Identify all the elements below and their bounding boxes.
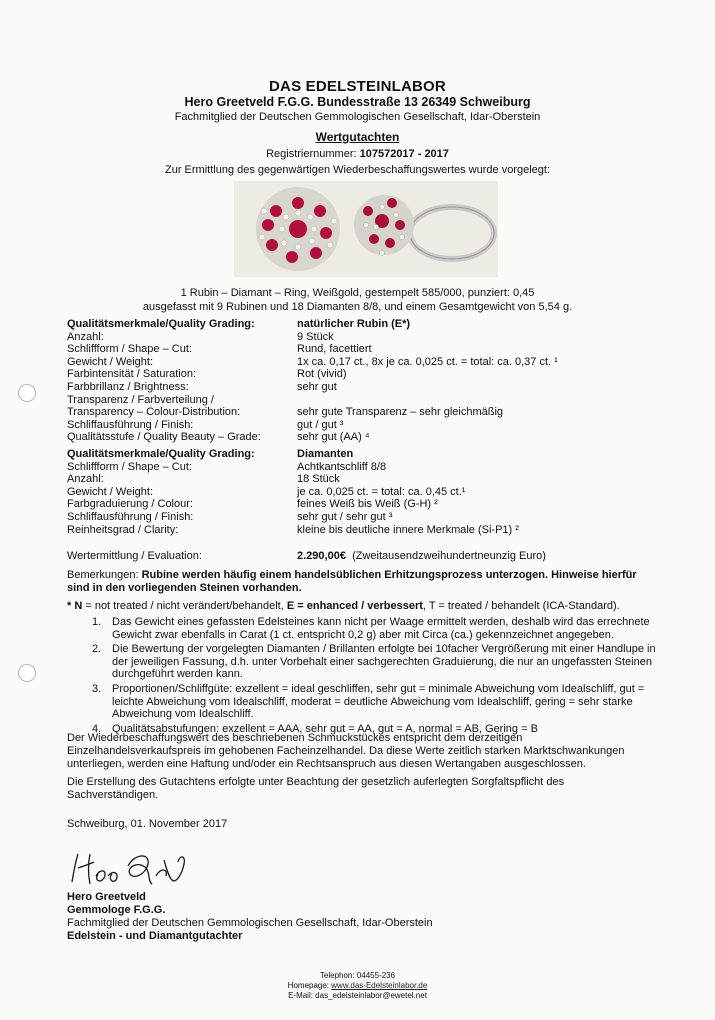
email: E-Mail: das_edelsteinlabor@ewetel.net <box>288 991 427 1000</box>
list-item: 4. Qualitätsabstufungen: exzellent = AAA, sehr gut = AA, gut = A, normal = AB, Gering = B <box>92 722 538 735</box>
evaluation-row: Wertermittlung / Evaluation: 2.290,00€ (Zweitausendzweihundertneunzig Euro) <box>67 550 546 562</box>
ring-description-2: ausgefasst mit 9 Rubinen und 18 Diamanten 8/8, und einem Gesamtgewicht von 5,54 g. <box>142 301 573 313</box>
handwritten-signature <box>64 846 194 894</box>
phone: Telephon: 04455-236 <box>319 971 396 980</box>
list-item: 2. Die Bewertung der vorgelegten Diamanten / Brillanten erfolgte bei 10facher Vergrößerung mit einer Handlupe in der jeweiligen Fassung, d.h. unter Vorbehalt einer sachgerechten Graduierung, die nur an ungefassten Steinen durchgeführt werden kann. <box>92 643 656 681</box>
footnotes-list <box>67 616 667 737</box>
homepage: Homepage: www.das-Edelsteinlabor.de <box>287 981 428 990</box>
intro-text: Zur Ermittlung des gegenwärtigen Wiederbeschaffungswertes wurde vorgelegt: <box>165 164 550 176</box>
signatory-block <box>67 891 433 943</box>
lab-membership: Fachmitglied der Deutschen Gemmologischen Gesellschaft, Idar-Oberstein <box>174 111 541 123</box>
evaluation-amount: 2.290,00€ <box>297 550 346 562</box>
signatory-title: Gemmologe F.G.G. <box>67 904 166 916</box>
ring-description-1: 1 Rubin – Diamant – Ring, Weißgold, gestempelt 585/000, punziert: 0,45 <box>180 287 535 299</box>
treatment-legend: * N = not treated / nicht verändert/behandelt, E = enhanced / verbessert, T = treated / behandelt (ICA-Standard). <box>67 600 620 612</box>
lab-name: DAS EDELSTEINLABOR <box>269 78 446 95</box>
signatory-name: Hero Greetveld <box>67 891 146 903</box>
list-item: 3. Proportionen/Schliffgüte: exzellent = ideal geschliffen, sehr gut = minimale Abweichung vom Idealschliff, gut = leichte Abweichung vom Idealschliff, moderat = deutliche Abweichung vom Idealschliff, gering = sehr starke Abweichung vom Idealschliff. <box>92 682 645 721</box>
certificate-page: DAS EDELSTEINLABOR Hero Greetveld F.G.G. Bundesstraße 13 26349 Schweiburg Fachmitglied der Deutschen Gemmologischen Gesellschaft, Idar-Oberstein Wertgutachten Registriernummer: 107572017 - 2017 Zur Ermittlung des gegenwärtigen Wiederbeschaffungswertes wurde vorgelegt: 1 Rubin – Diamant – Ring, Weißgold, gestempelt 585/000, punziert: 0,45 ausgefasst mit 9 Rubinen und 18 Diamanten 8/8, und einem Gesamtgewicht von 5,54 g. Qualitätsmerkmale/Quality Grading: natürlicher Rubin (E*) Anzahl: 9 Stück Schliffform / Shape – Cut: Rund, facettiert Gewicht / Weight: 1x ca. 0,17 ct., 8x je ca. 0,025 ct. = total: ca. 0,37 ct. ¹ Farbintensität / Saturation: Rot (vivid) Farbbrillanz / Brightness: sehr gut Transparenz / Farbverteilung / Transparency – Colour-Distribution: sehr gute Transparenz – sehr gleichmäßig Schliffausführung / Finish: gut / gut ³ Qualitätsstufe / Quality Beauty – Grade: sehr gut (AA) ⁴ Qualitätsmerkmale/Quality Grading: Diamanten Schliffform / Shape – Cut: Achtkantschliff 8/8 Anzahl: 18 Stück Gewicht / Weight: je ca. 0,025 ct. = total: ca. 0,45 ct.¹ Farbgraduierung / Colour: feines Weiß bis Weiß (G-H) ² Schliffausführung / Finish: sehr gut / sehr gut ³ Reinheitsgrad / Clarity: kleine bis deutliche innere Merkmale (Si-P1) ² Wertermittlung / Evaluation: 2.290,00€ (Zweitausendzweihundertneunzig Euro) Bemerkungen: Rubine werden häufig einem handelsüblichen Erhitzungsprozess unterzogen. Hinweise hierfür sind in den vorliegenden Steinen vorhanden. * N = not treated / nicht verändert/behandelt, E = enhanced / verbessert, T = treated / behandelt (ICA-Standard). 1. Das Gewicht eines gefassten Edelsteines kann nicht per Waage ermittelt werden, deshalb wird das errechnete Gewicht zwar ebenfalls in Carat (1 ct. entspricht 0,2 g) aber mit Circa (ca.) gekennzeichnet angegeben. 2. Die Bewertung der vorgelegten Diamanten / Brillanten erfolgte bei 10facher Vergrößerung mit einer Handlupe in der jeweiligen Fassung, d.h. unter Vorbehalt einer sachgerechten Graduierung, die nur an ungefassten Steinen durchgeführt werden kann. 3. Proportionen/Schliffgüte: exzellent = ideal geschliffen, sehr gut = minimale Abweichung vom Idealschliff, gut = leichte Abweichung vom Idealschliff, moderat = deutliche Abweichung vom Idealschliff, gering = sehr starke Abweichung vom Idealschliff. 4. Qualitätsabstufungen: exzellent = AAA, sehr gut = AA, gut = A, normal = AB, Gering = B Der Wiederbeschaffungswert des beschriebenen Schmuckstückes entspricht dem derzeitigen Einzelhandelsverkaufspreis im gehobenen Facheinzelhandel. Da diese Werte zeitlich starken Marktschwankungen unterliegen, werden eine Haftung und/oder ein Rechtsanspruch aus diesen Wertangaben ausgeschlossen. Die Erstellung des Gutachtens erfolgte unter Beachtung der gesetzlich auferlegten Sorgfaltspflicht des Sachverständigen. Schweiburg, 01. November 2017 Hero Greetveld Gemmologe F.G.G. Fachmitglied der Deutschen Gemmologischen Gesellschaft, Idar-Oberstein Edelstein - und Diamantgutachter Telephon: 04455-236 Homepage: www.das-Edelsteinlabor.de E-Mail: das_edelsteinlabor@ewetel.net <box>0 0 715 1020</box>
contact-footer <box>0 971 715 1001</box>
document-title: Wertgutachten <box>315 130 400 144</box>
punch-hole <box>18 384 36 402</box>
homepage-link[interactable]: www.das-Edelsteinlabor.de <box>331 981 428 990</box>
place-date: Schweiburg, 01. November 2017 <box>67 818 228 830</box>
disclaimer-paragraph: Der Wiederbeschaffungswert des beschriebenen Schmuckstückes entspricht dem derzeitigen Einzelhandelsverkaufspreis im gehobenen Facheinzelhandel. Da diese Werte zeitlich starken Marktschwankungen unterliegen, werden eine Haftung und/oder ein Rechtsanspruch aus diesen Wertangaben ausgeschlossen. <box>67 732 625 770</box>
registration-number: Registriernummer: 107572017 - 2017 <box>266 148 449 160</box>
lab-address: Hero Greetveld F.G.G. Bundesstraße 13 26349 Schweiburg <box>184 95 531 109</box>
signatory-membership: Fachmitglied der Deutschen Gemmologischen Gesellschaft, Idar-Oberstein <box>67 917 433 929</box>
ring-photo-side <box>352 181 498 277</box>
list-item: 1. Das Gewicht eines gefassten Edelsteines kann nicht per Waage ermittelt werden, deshalb wird das errechnete Gewicht zwar ebenfalls in Carat (1 ct. entspricht 0,2 g) aber mit Circa (ca.) gekennzeichnet angegeben. <box>92 616 650 641</box>
punch-hole <box>18 664 36 682</box>
diligence-paragraph: Die Erstellung des Gutachtens erfolgte unter Beachtung der gesetzlich auferlegten Sorgfaltspflicht des Sachverständigen. <box>67 776 565 801</box>
remarks: Bemerkungen: Rubine werden häufig einem handelsüblichen Erhitzungsprozess unterzogen. Hinweise hierfür sind in den vorliegenden Steinen vorhanden. <box>67 569 637 594</box>
signatory-role: Edelstein - und Diamantgutachter <box>67 930 243 942</box>
